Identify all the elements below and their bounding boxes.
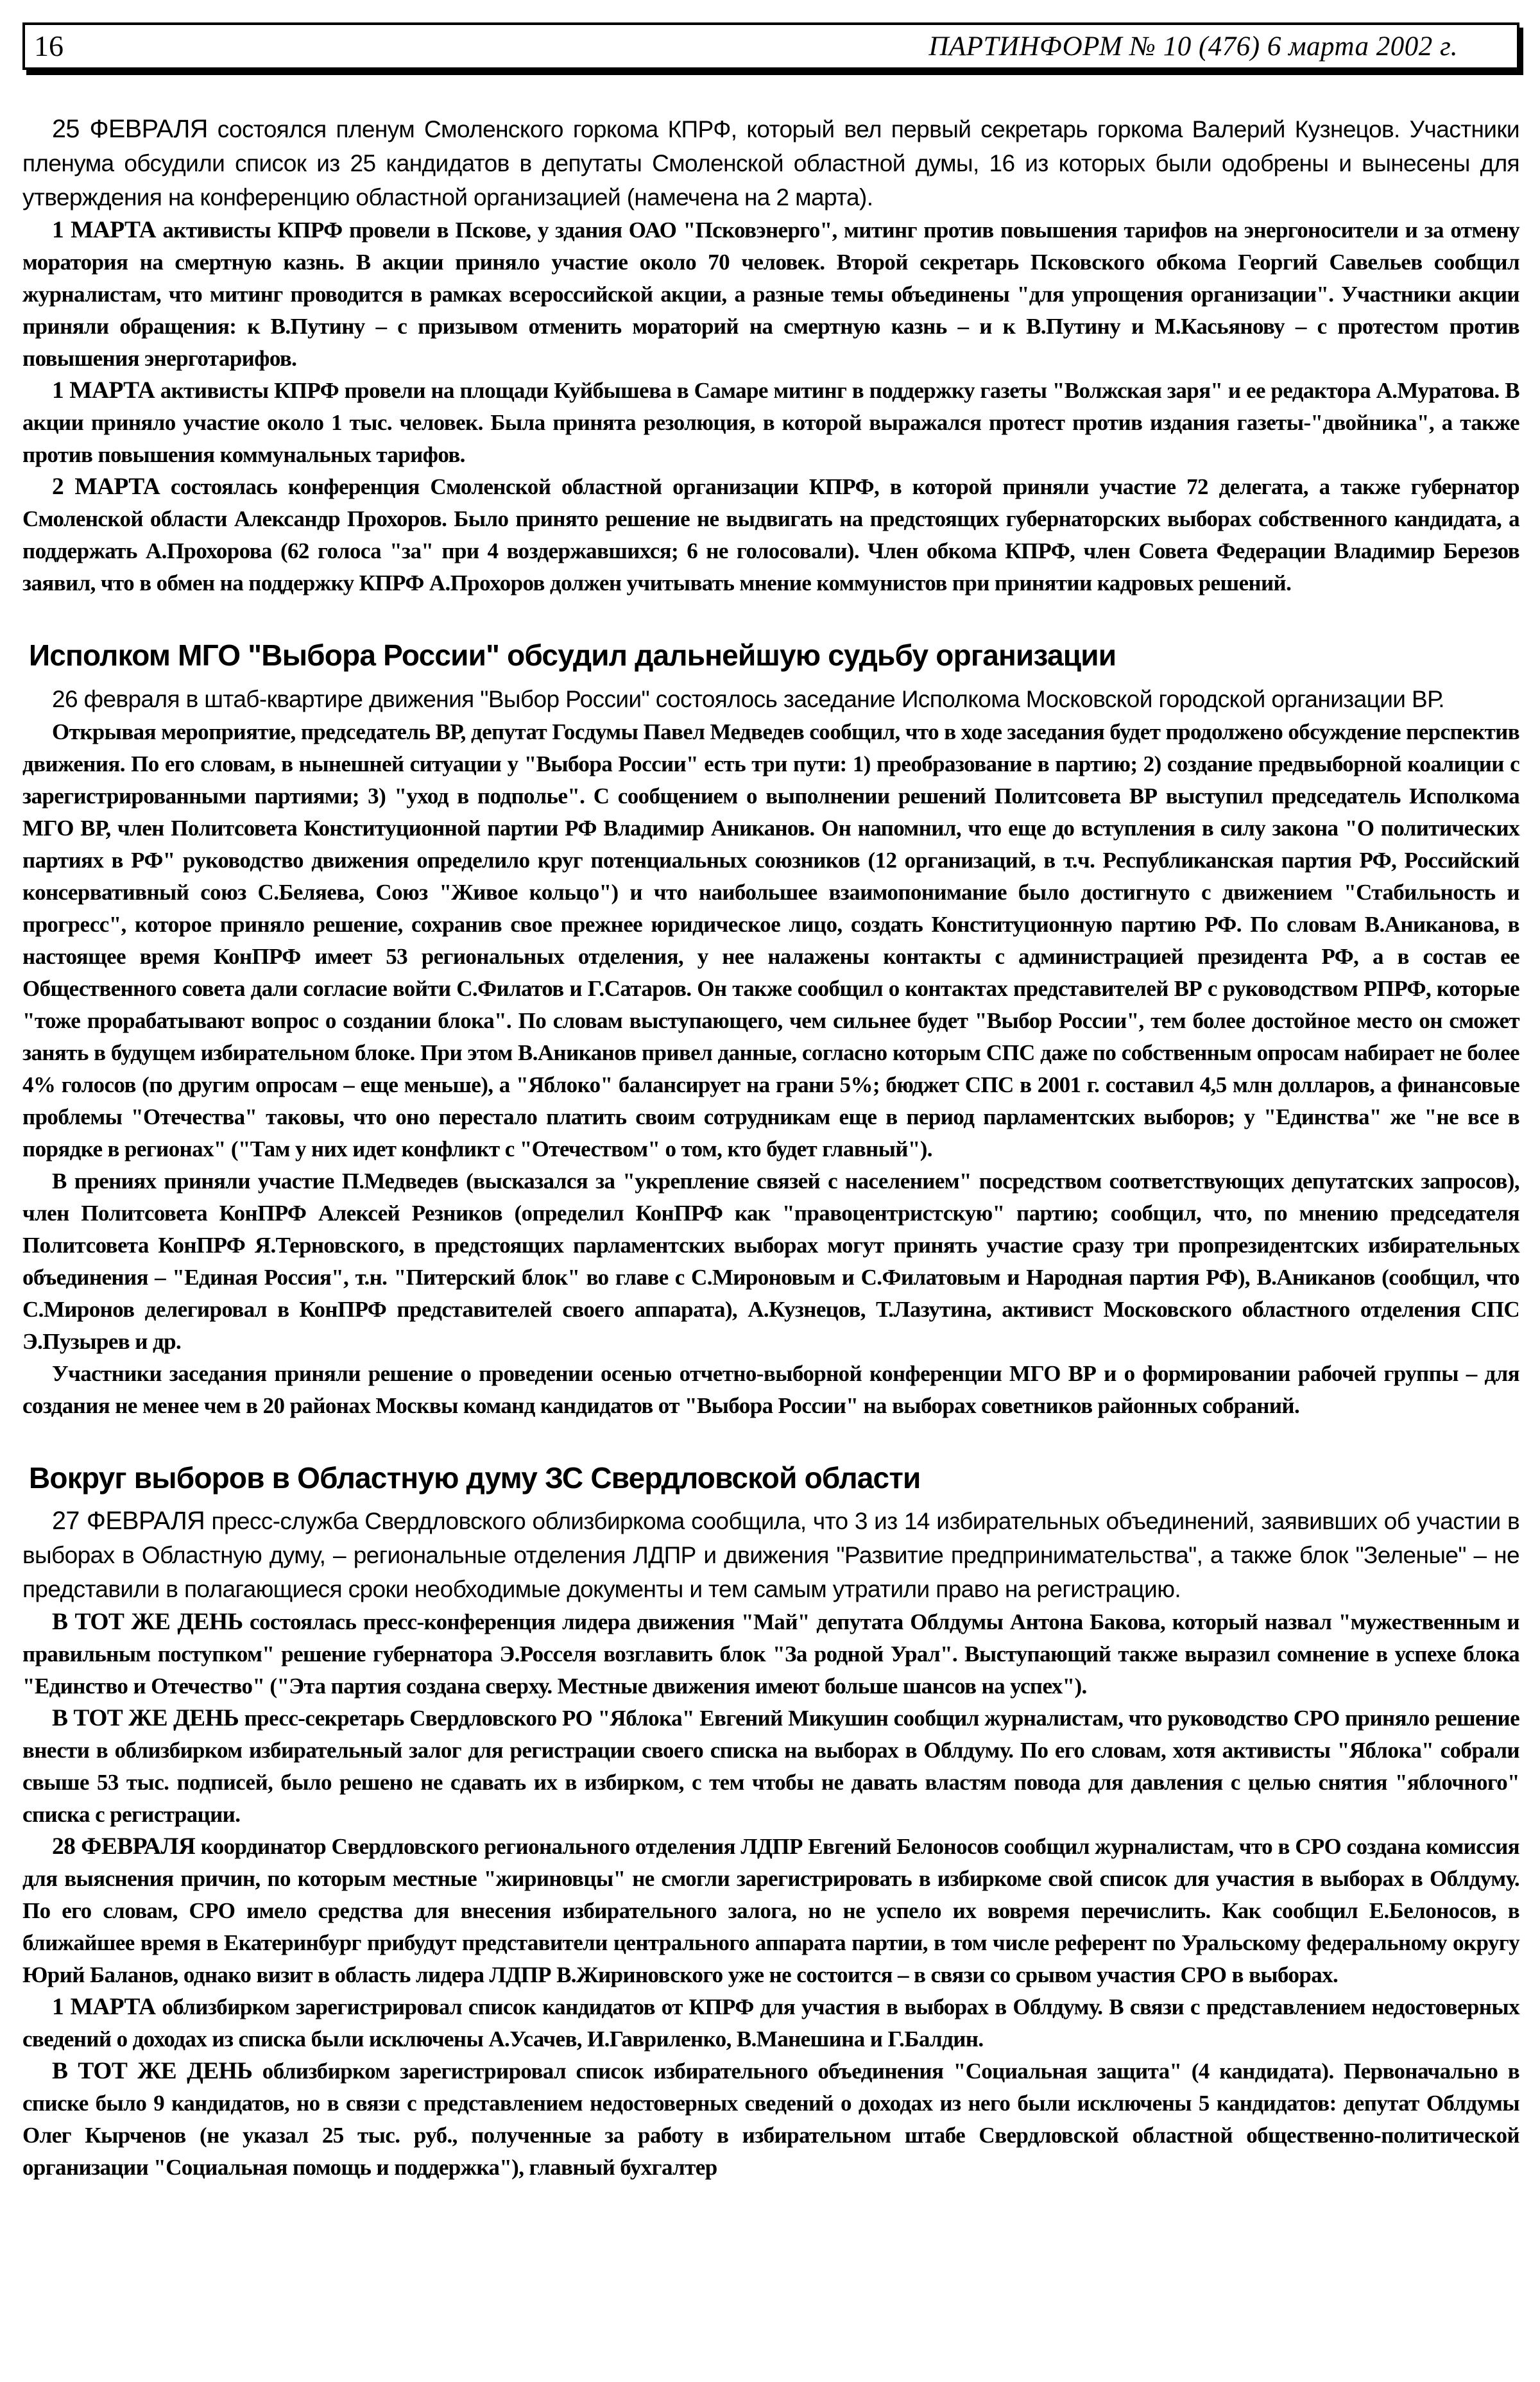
paragraph-text: пресс-секретарь Свердловского РО "Яблока" Евгений Микушин сообщил журналистам, что руководство СРО приняло решение внести в облизбирком избирательный залог для регистрации своего списка на выборах в Облдуму. По его словам, хотя активисты "Яблока" собрали свыше 53 тыс. подписей, было решено не сдавать их в избирком, с тем чтобы не давать властям повода для давления с целью снятия "яблочного" списка с регистрации. <box>22 1706 1520 1828</box>
paragraph-text: Участники заседания приняли решение о проведении осенью отчетно-выборной конференции МГО ВР и о формировании рабочей группы – для создания не менее чем в 20 районах Москвы команд кандидатов от "Выбора России" на выборах советников районных собраний. <box>22 1360 1519 1418</box>
date-lead: 25 ФЕВРАЛЯ <box>52 115 208 143</box>
paragraph-text: В прениях приняли участие П.Медведев (высказался за "укрепление связей с населением" посредством соответствующих депутатских запросов), член Политсовета КонПРФ Алексей Резников (определил КонПРФ как "правоцентристскую" партию; сообщил, что, по мнению председателя Политсовета КонПРФ Я.Терновского, в предстоящих парламентских выборах могут принять участие сразу три пропрезидентских избирательных объединения – "Единая Россия", т.н. "Питерский блок" во главе с С.Мироновым и С.Филатовым и Народная партия РФ), В.Аниканов (сообщил, что С.Миронов делегировал в КонПРФ представителей своего аппарата), А.Кузнецов, Т.Лазутина, активист Московского областного отделения СПС Э.Пузырев и др. <box>22 1168 1519 1354</box>
date-lead: 28 ФЕВРАЛЯ <box>52 1833 196 1860</box>
paragraph-text: состоялся пленум Смоленского горкома КПРФ, который вел первый секретарь горкома Валерий Кузнецов. Участники пленума обсудили список из 25 кандидатов в депутаты Смоленской областной думы, 16 из которых были одобрены и вынесены для утверждения на конференцию областной организацией (намечена на 2 марта). <box>22 116 1519 210</box>
masthead <box>22 22 1519 70</box>
section-heading-sverdlovsk-elections: Вокруг выборов в Областную думу ЗС Свердловской области <box>29 1461 921 1495</box>
date-lead: 27 ФЕВРАЛЯ <box>52 1507 205 1536</box>
paragraph-text: пресс-служба Свердловского облизбиркома сообщила, что 3 из 14 избирательных объединений, заявивших об участии в выборах в Областную думу, – региональные отделения ЛДПР и движения "Развитие предпринимательства", а также блок "Зеленые" – не представили в полагающиеся сроки необходимые документы и тем самым утратили право на регистрацию. <box>22 1508 1519 1603</box>
paragraph-text: состоялась конференция Смоленской областной организации КПРФ, в которой приняли участие 72 делегата, а также губернатор Смоленской области Александр Прохоров. Было принято решение не выдвигать на предстоящих губернаторских выборах собственного кандидата, а поддержать А.Прохорова (62 голоса "за" при 4 воздержавшихся; 6 не голосовали). Член обкома КПРФ, член Совета Федерации Владимир Березов заявил, что в обмен на поддержку КПРФ А.Прохоров должен учитывать мнение коммунистов при принятии кадровых решений. <box>22 474 1520 596</box>
paragraph-text: состоялась пресс-конференция лидера движения "Май" депутата Облдумы Антона Бакова, который назвал "мужественным и правильным поступком" решение губернатора Э.Росселя возглавить блок "За родной Урал". Выступающий также выразил сомнение в успехе блока "Единство и Отечество" ("Эта партия создана сверху. Местные движения имеют больше шансов на успех"). <box>22 1609 1519 1699</box>
section1-paragraph-2 <box>22 716 1519 1165</box>
section2-paragraph-2 <box>22 1606 1519 1702</box>
paragraph-text: облизбирком зарегистрировал список кандидатов от КПРФ для участия в выборах в Облдуму. В связи с представлением недостоверных сведений о доходах из списка были исключены А.Усачев, И.Гавриленко, В.Манешина и Г.Балдин. <box>22 1994 1519 2052</box>
date-lead: В ТОТ ЖЕ ДЕНЬ <box>52 2058 253 2085</box>
issue-title: ПАРТИНФОРМ № 10 (476) 6 марта 2002 г. <box>928 31 1458 62</box>
section2-paragraph-5 <box>22 1991 1519 2055</box>
section2-paragraph-4 <box>22 1831 1519 1991</box>
section1-paragraph-1 <box>22 682 1519 716</box>
date-lead: В ТОТ ЖЕ ДЕНЬ <box>52 1609 243 1636</box>
section1-paragraph-4 <box>22 1358 1519 1422</box>
paragraph-text: активисты КПРФ провели на площади Куйбышева в Самаре митинг в поддержку газеты "Волжская заря" и ее редактора А.Муратова. В акции приняло участие около 1 тыс. человек. Была принята резолюция, в которой выражался протест против издания газеты-"двойника", а также против повышения коммунальных тарифов. <box>22 378 1520 467</box>
intro-paragraph-3 <box>22 375 1519 471</box>
section2-paragraph-1 <box>22 1504 1519 1606</box>
section1-paragraph-3 <box>22 1165 1519 1358</box>
page-body <box>22 112 1519 2184</box>
date-lead: 1 МАРТА <box>52 1994 156 2021</box>
paragraph-text: Открывая мероприятие, председатель ВР, депутат Госдумы Павел Медведев сообщил, что в ходе заседания будет продолжено обсуждение перспектив движения. По его словам, в нынешней ситуации у "Выбора России" есть три пути: 1) преобразование в партию; 2) создание предвыборной коалиции с зарегистрированными партиями; 3) "уход в подполье". С сообщением о выполнении решений Политсовета ВР выступил председатель Исполкома МГО ВР, член Политсовета Конституционной партии РФ Владимир Аниканов. Он напомнил, что еще до вступления в силу закона "О политических партиях в РФ" руководство движения определило круг потенциальных союзников (12 организаций, в т.ч. Республиканская партия РФ, Российский консервативный союз С.Беляева, Союз "Живое кольцо") и что наибольшее взаимопонимание было достигнуто с движением "Стабильность и прогресс", которое приняло решение, сохранив свое прежнее юридическое лицо, создать Конституционную партию РФ. По словам В.Аниканова, в настоящее время КонПРФ имеет 53 региональных отделения, у нее налажены контакты с администрацией президента РФ, а в состав ее Общественного совета дали согласие войти С.Филатов и Г.Сатаров. Он также сообщил о контактах представителей ВР с руководством РПРФ, которые "тоже прорабатывают вопрос о создании блока". По словам выступающего, чем сильнее будет "Выбор России", тем более достойное место он сможет занять в будущем избирательном блоке. При этом В.Аниканов привел данные, согласно которым СПС даже по собственным опросам набирает не более 4% голосов (по другим опросам – еще меньше), а "Яблоко" балансирует на грани 5%; бюджет СПС в 2001 г. составил 4,5 млн долларов, а финансовые проблемы "Отечества" таковы, что оно перестало платить своим сотрудникам еще в период парламентских выборов; у "Единства" же "не все в порядке в регионах" ("Там у них идет конфликт с "Отечеством" о том, кто будет главный"). <box>22 719 1519 1161</box>
date-lead: В ТОТ ЖЕ ДЕНЬ <box>52 1705 239 1732</box>
date-lead: 1 МАРТА <box>52 217 156 243</box>
page-number: 16 <box>34 30 64 62</box>
section2-paragraph-6 <box>22 2055 1519 2184</box>
date-lead: 2 МАРТА <box>52 474 160 500</box>
paragraph-text: координатор Свердловского регионального отделения ЛДПР Евгений Белоносов сообщил журналистам, что в СРО создана комиссия для выяснения причин, по которым местные "жириновцы" не смогли зарегистрировать в избиркоме свой список для участия в выборах в Облдуму. По его словам, СРО имело средства для внесения избирательного залога, но не успело их вовремя перечислить. Как сообщил Е.Белоносов, в ближайшее время в Екатеринбург прибудут представители центрального аппарата партии, в том числе референт по Уральскому федеральному округу Юрий Баланов, однако визит в область лидера ЛДПР В.Жириновского уже не состоится – в связи со срывом участия СРО в выборах. <box>22 1834 1519 1988</box>
section2-paragraph-3 <box>22 1702 1519 1831</box>
intro-paragraph-2 <box>22 214 1519 375</box>
paragraph-text: активисты КПРФ провели в Пскове, у здания ОАО "Псковэнерго", митинг против повышения тарифов на энергоносители и за отмену моратория на смертную казнь. В акции приняло участие около 70 человек. Второй секретарь Псковского обкома Георгий Савельев сообщил журналистам, что митинг проводится в рамках всероссийской акции, а разные темы объединены "для упрощения организации". Участники акции приняли обращения: к В.Путину – с призывом отменить мораторий на смертную казнь – и к В.Путину и М.Касьянову – с протестом против повышения энерготарифов. <box>22 218 1520 371</box>
intro-paragraph-4 <box>22 471 1519 599</box>
date-lead: 1 МАРТА <box>52 377 155 404</box>
paragraph-text: 26 февраля в штаб-квартире движения "Выбор России" состоялось заседание Исполкома Московской городской организации ВР. <box>52 685 1444 712</box>
paragraph-text: облизбирком зарегистрировал список избирательного объединения "Социальная защита" (4 кандидата). Первоначально в списке было 9 кандидатов, но в связи с представлением недостоверных сведений о доходах из него были исключены 5 кандидатов: депутат Облдумы Олег Кырченов (не указал 25 тыс. руб., полученные за работу в избирательном штабе Свердловской областной общественно-политической организации "Социальная помощь и поддержка"), главный бухгалтер <box>22 2059 1520 2181</box>
section-heading-vybor-rossii: Исполком МГО "Выбора России" обсудил дальнейшую судьбу организации <box>29 638 1116 672</box>
intro-paragraph-1 <box>22 112 1519 214</box>
